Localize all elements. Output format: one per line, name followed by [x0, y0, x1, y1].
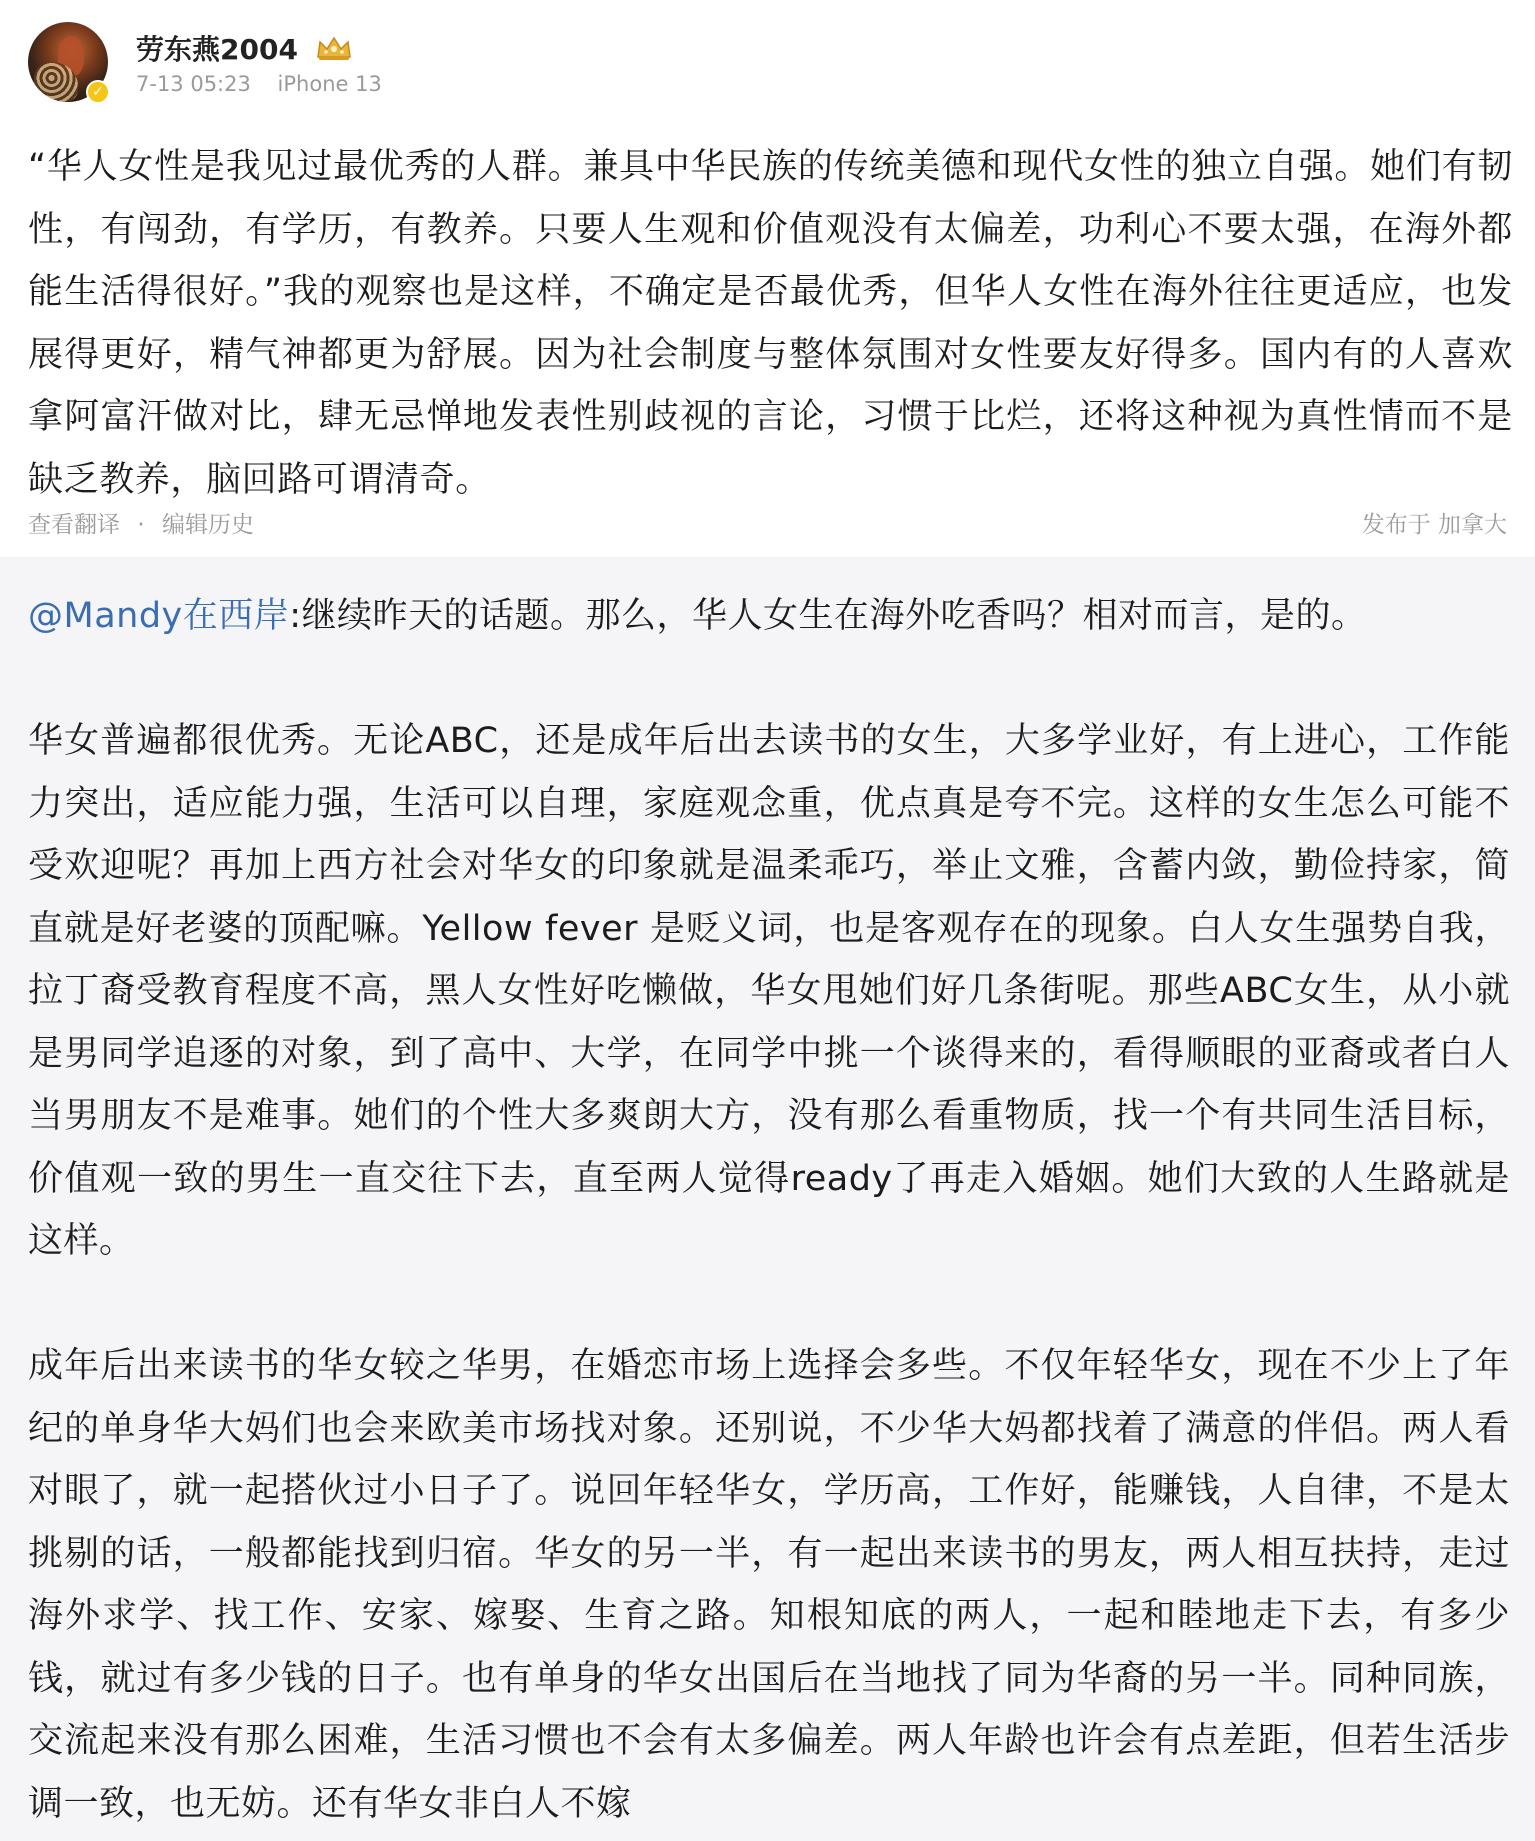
action-separator: ·: [137, 512, 145, 538]
post-device: iPhone 13: [277, 72, 382, 96]
reposted-content[interactable]: [0, 557, 1535, 1841]
post-header: [28, 22, 1508, 112]
repost-text: [28, 585, 1510, 1835]
edit-history-link[interactable]: 编辑历史: [161, 512, 254, 538]
mention-link[interactable]: @Mandy在西岸: [28, 596, 290, 636]
post-actions: [28, 506, 254, 539]
repost-intro: [28, 585, 1510, 648]
paragraph-gap: [28, 648, 1510, 711]
repost-paragraph-1: 华女普遍都很优秀。无论ABC，还是成年后出去读书的女生，大多学业好，有上进心，工作能力突出，适应能力强，生活可以自理，家庭观念重，优点真是夸不完。这样的女生怎么可能不受欢迎呢？再加上西方社会对华女的印象就是温柔乖巧，举止文雅，含蓄内敛，勤俭持家，简直就是好老婆的顶配嘛。Yellow fever 是贬义词，也是客观存在的现象。白人女生强势自我，拉丁裔受教育程度不高，黑人女性好吃懒做，华女甩她们好几条街呢。那些ABC女生，从小就是男同学追逐的对象，到了高中、大学，在同学中挑一个谈得来的，看得顺眼的亚裔或者白人当男朋友不是难事。她们的个性大多爽朗大方，没有那么看重物质，找一个有共同生活目标，价值观一致的男生一直交往下去，直至两人觉得ready了再走入婚姻。她们大致的人生路就是这样。: [28, 721, 1510, 1261]
post-body-text: “华人女性是我见过最优秀的人群。兼具中华民族的传统美德和现代女性的独立自强。她们有韧性，有闯劲，有学历，有教养。只要人生观和价值观没有太偏差，功利心不要太强，在海外都能生活得很好。”我的观察也是这样，不确定是否最优秀，但华人女性在海外往往更适应，也发展得更好，精气神都更为舒展。因为社会制度与整体氛围对女性要友好得多。国内有的人喜欢拿阿富汗做对比，肆无忌惮地发表性别歧视的言论，习惯于比烂，还将这种视为真性情而不是缺乏教养，脑回路可谓清奇。: [28, 147, 1513, 500]
username-row[interactable]: [136, 28, 354, 68]
repost-paragraph-2: 成年后出来读书的华女较之华男，在婚恋市场上选择会多些。不仅年轻华女，现在不少上了年纪的单身华大妈们也会来欧美市场找对象。还别说，不少华大妈都找着了满意的伴侣。两人看对眼了，就一起搭伙过小日子了。说回年轻华女，学历高，工作好，能赚钱，人自律，不是太挑剔的话，一般都能找到归宿。华女的另一半，有一起出来读书的男友，两人相互扶持，走过海外求学、找工作、安家、嫁娶、生育之路。知根知底的两人，一起和睦地走下去，有多少钱，就过有多少钱的日子。也有单身的华女出国后在当地找了同为华裔的另一半。同种同族，交流起来没有那么困难，生活习惯也不会有太多偏差。两人年龄也许会有点差距，但若生活步调一致，也无妨。还有华女非白人不嫁: [28, 1346, 1510, 1824]
crown-icon: [314, 33, 354, 63]
post-time: 7-13 05:23: [136, 72, 251, 96]
repost-intro-text: :继续昨天的话题。那么，华人女生在海外吃香吗？相对而言，是的。: [289, 596, 1367, 636]
avatar[interactable]: [28, 22, 108, 102]
verified-badge-icon: ✓: [86, 80, 110, 104]
post-location: 发布于 加拿大: [1361, 512, 1507, 538]
view-translation-link[interactable]: 查看翻译: [28, 512, 120, 538]
paragraph-gap: [28, 1273, 1510, 1336]
username[interactable]: 劳东燕2004: [136, 33, 298, 66]
post-meta: [136, 72, 382, 96]
